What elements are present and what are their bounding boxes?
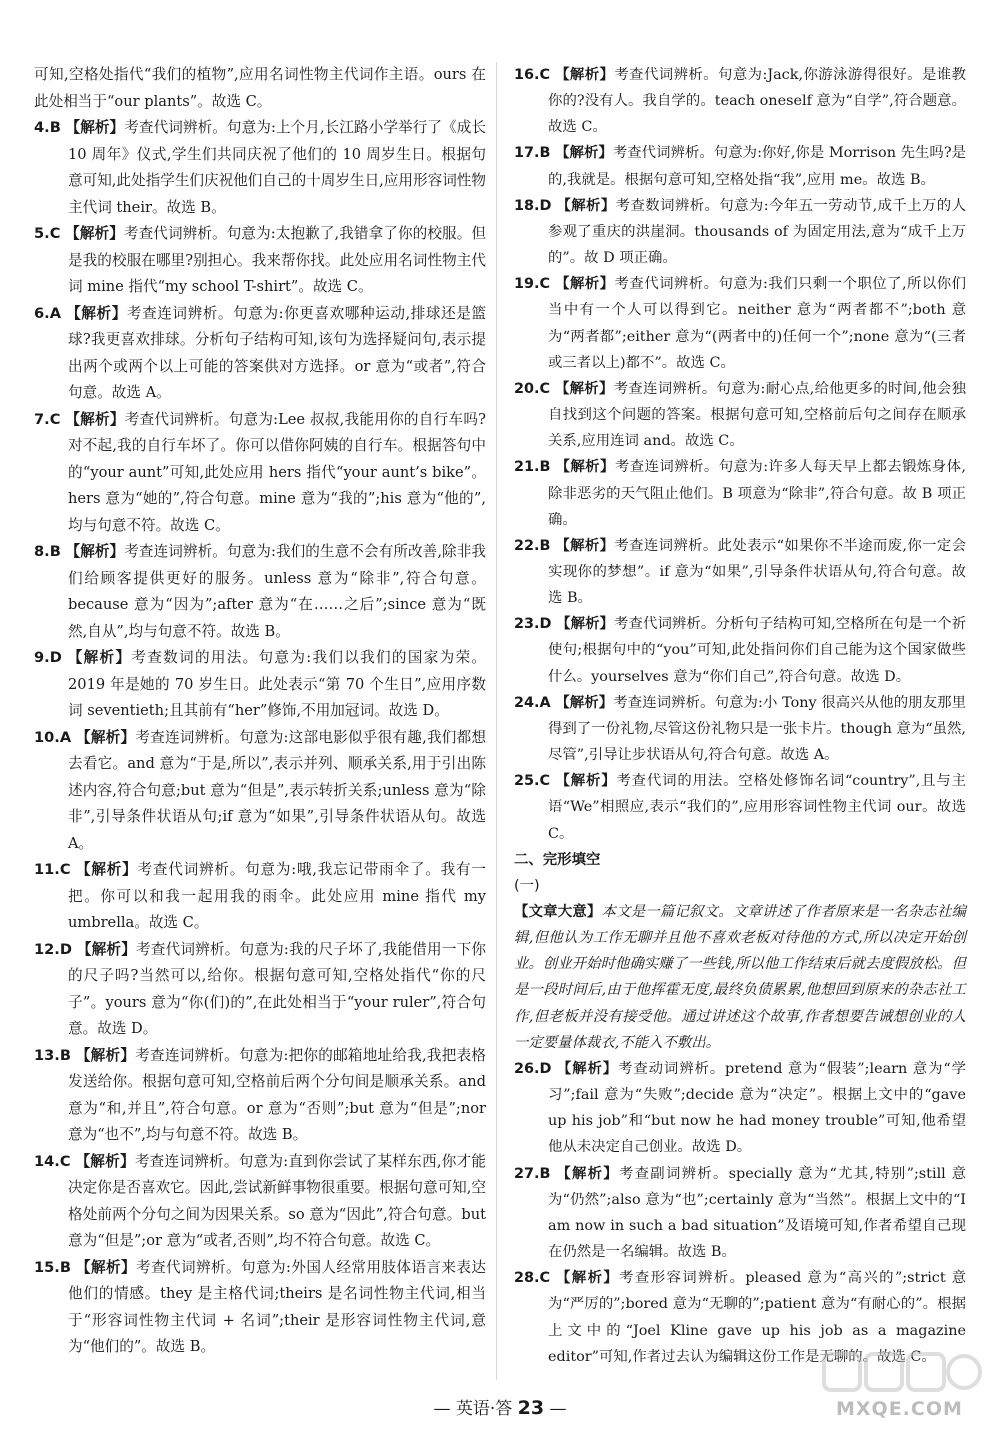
analysis-tag: 【解析】 — [556, 196, 616, 214]
watermark-text: MXQE.COM — [836, 1398, 963, 1420]
continued-paragraph: 可知,空格处指代“我们的植物”,应用名词性物主代词作主语。ours 在此处相当于“our plants”。故选 C。 — [34, 66, 486, 110]
analysis-text: 考查代词辨析。句意为:你好,你是 Morrison 先生吗?是的,我就是。根据句意可知,空格处指“我”,应用 me。故选 B。 — [548, 145, 966, 188]
answer-item — [34, 539, 486, 645]
analysis-text: 考查连词辨析。句意为:我们的生意不会有所改善,除非我们给顾客提供更好的服务。unless 意为“除非”,符合句意。because 意为“因为”;after 意为“在……之后”;since 意为“既然,自从”,均与句意不符。故选 B。 — [68, 543, 486, 640]
answer-number: 18.D — [514, 197, 552, 214]
analysis-text: 考查代词辨析。句意为:Jack,你游泳游得很好。是谁教你的?没有人。我自学的。teach oneself 意为“自学”,符合题意。故选 C。 — [548, 67, 966, 136]
analysis-tag: 【解析】 — [554, 379, 614, 397]
analysis-text: 考查代词辨析。句意为:外国人经常用肢体语言来表达他们的情感。they 是主格代词;theirs 是名词性物主代词,相当于“形容词性物主代词 + 名词”;their 是形容词性物主代词,意为“他们的”。故选 B。 — [68, 1258, 486, 1355]
analysis-text: 考查连词辨析。句意为:耐心点,给他更多的时间,他会独自找到这个问题的答案。根据句意可知,空格前后句之间存在顺承关系,应用连词 and。故选 C。 — [548, 380, 967, 450]
analysis-text: 考查代词辨析。句意为:Lee 叔叔,我能用你的自行车吗?对不起,我的自行车坏了。你可以借你阿姨的自行车。根据答句中的“your aunt”可知,此处应用 hers 指代“your aunt’s bike”。hers 意为“她的”,符合句意。mine 意为“我的”;his 意为“他的”,均与句意不符。故选 C。 — [68, 410, 486, 534]
summary-tag: 【文章大意】 — [514, 903, 602, 920]
analysis-tag: 【解析】 — [65, 119, 125, 136]
analysis-tag: 【解析】 — [555, 275, 615, 293]
column-divider — [496, 62, 497, 1380]
analysis-tag: 【解析】 — [65, 410, 125, 428]
answer-item — [514, 533, 966, 611]
answer-item — [34, 1043, 486, 1149]
answer-item — [34, 937, 486, 1043]
answer-item — [34, 1255, 486, 1361]
footer-subject: 英语 — [455, 1399, 490, 1419]
answer-number: 24.A — [514, 694, 551, 711]
answer-number: 23.D — [514, 616, 552, 633]
footer-dash-right: — — [549, 1399, 567, 1419]
answer-number: 13.B — [34, 1046, 71, 1064]
answer-item — [514, 193, 966, 271]
answer-item — [514, 376, 966, 454]
answer-number: 17.B — [514, 145, 551, 162]
answer-number: 28.C — [514, 1270, 551, 1287]
analysis-text: 考查代词辨析。句意为:太抱歉了,我错拿了你的校服。但是我的校服在哪里?别担心。我来帮你找。此处应用名词性物主代词 mine 指代“my school T-shirt”。故选 C。 — [68, 225, 486, 295]
analysis-tag: 【解析】 — [65, 225, 124, 242]
analysis-tag: 【解析】 — [555, 458, 615, 476]
analysis-tag: 【解析】 — [76, 728, 136, 746]
answer-item — [34, 301, 486, 407]
analysis-text: 考查动词辨析。pretend 意为“假装”;learn 意为“学习”;fail 意为“失败”;decide 意为“决定”。根据上文中的“gave up his job”和“but now he had money trouble”可知,他希望他从未决定自己创业。故选 D。 — [548, 1060, 966, 1156]
answer-item — [514, 62, 966, 140]
answer-number: 20.C — [514, 380, 551, 397]
analysis-text: 考查数词的用法。句意为:我们以我们的国家为荣。2019 年是她的 70 岁生日。此处表示“第 70 个生日”,应用序数词 seventieth;且其前有“her”修饰,不用加冠词。故选 D。 — [68, 649, 486, 719]
answer-item — [34, 221, 486, 301]
analysis-tag: 【解析】 — [76, 1258, 137, 1276]
analysis-tag: 【解析】 — [75, 1152, 135, 1170]
answer-number: 4.B — [34, 119, 61, 136]
section-heading: 二、完形填空 — [514, 851, 601, 868]
answer-item — [34, 407, 486, 540]
answer-item — [514, 1161, 966, 1266]
article-summary — [514, 899, 966, 1056]
answer-item — [514, 1056, 966, 1161]
answer-item — [514, 140, 966, 192]
footer-answer: 答 — [495, 1399, 513, 1419]
analysis-tag: 【解析】 — [555, 693, 614, 711]
analysis-tag: 【解析】 — [555, 536, 615, 554]
answer-number: 12.D — [34, 940, 72, 958]
answer-number: 19.C — [514, 276, 551, 293]
analysis-text: 考查代词辨析。句意为:哦,我忘记带雨伞了。我有一把。你可以和我一起用我的雨伞。此处应用 mine 指代 my umbrella。故选 C。 — [68, 861, 486, 931]
analysis-text: 考查代词辨析。句意为:我们只剩一个职位了,所以你们当中有一个人可以得到它。neither 意为“两者都不”;both 意为“两者都”;either 意为“(两者中的)任何一个”;none 意为“(三者或三者以上)都不”。故选 C。 — [548, 276, 966, 371]
analysis-text: 考查代词的用法。空格处修饰名词“country”,且与主语“We”相照应,表示“我们的”,应用形容词性物主代词 our。故选 C。 — [548, 773, 966, 842]
answer-number: 11.C — [34, 861, 71, 878]
answer-item — [514, 768, 966, 846]
page-number: 23 — [517, 1397, 545, 1419]
analysis-text: 考查形容词辨析。pleased 意为“高兴的”;strict 意为“严厉的”;bored 意为“无聊的”;patient 意为“有耐心的”。根据上文中的“Joel Kline gave up his job as a magazine editor”可知,作者过去认为编辑这份工作是无聊的。故选 C。 — [548, 1270, 966, 1365]
answer-item — [34, 725, 486, 858]
left-column — [34, 62, 486, 1361]
right-column — [514, 62, 966, 1370]
analysis-tag: 【解析】 — [67, 649, 132, 666]
analysis-tag: 【解析】 — [556, 615, 615, 633]
analysis-tag: 【解析】 — [556, 1269, 620, 1287]
answer-number: 15.B — [34, 1258, 71, 1276]
answer-number: 26.D — [514, 1060, 552, 1077]
analysis-text: 考查数词辨析。句意为:今年五一劳动节,成千上万的人参观了重庆的洪崖洞。thousands of 为固定用法,意为“成千上万的”。故 D 项正确。 — [548, 197, 966, 267]
answer-number: 22.B — [514, 537, 551, 554]
analysis-text: 考查连词辨析。句意为:直到你尝试了某样东西,你才能决定你是否喜欢它。因此,尝试新鲜事物很重要。根据句意可知,空格处前两个分句之间为因果关系。so 意为“因此”,符合句意。but 意为“但是”;or 意为“或者,否则”,均不符合句意。故选 C。 — [68, 1152, 486, 1249]
answer-item — [514, 454, 966, 532]
answer-number: 8.B — [34, 543, 61, 560]
answer-number: 5.C — [34, 225, 61, 242]
analysis-text: 考查连词辨析。句意为:把你的邮箱地址给我,我把表格发送给你。根据句意可知,空格前后两个分句间是顺承关系。and 意为“和,并且”,符合句意。or 意为“否则”;but 意为“但是”;nor 意为“也不”,均与句意不符。故选 B。 — [68, 1046, 486, 1143]
analysis-text: 考查连词辨析。此处表示“如果你不半途而废,你一定会实现你的梦想”。if 意为“如果”,引导条件状语从句,符合句意。故选 B。 — [548, 537, 966, 607]
analysis-tag: 【解析】 — [556, 1164, 619, 1182]
analysis-tag: 【解析】 — [76, 861, 138, 878]
analysis-tag: 【解析】 — [76, 940, 136, 958]
answer-number: 14.C — [34, 1152, 71, 1170]
answer-number: 21.B — [514, 459, 551, 476]
answer-number: 6.A — [34, 304, 61, 322]
analysis-text: 考查连词辨析。句意为:小 Tony 很高兴从他的朋友那里得到了一份礼物,尽管这份礼物只是一张卡片。though 意为“虽然,尽管”,引导让步状语从句,符合句意。故选 A。 — [548, 694, 966, 764]
answer-item — [514, 271, 966, 376]
answer-item — [34, 645, 486, 725]
answer-number: 25.C — [514, 773, 551, 790]
analysis-tag: 【解析】 — [555, 772, 617, 790]
answer-number: 10.A — [34, 728, 72, 746]
answer-item — [514, 690, 966, 768]
subsection-label: (一) — [514, 877, 540, 894]
analysis-tag: 【解析】 — [556, 1059, 619, 1077]
answer-number: 9.D — [34, 649, 62, 666]
analysis-tag: 【解析】 — [66, 304, 127, 322]
answer-item — [34, 115, 486, 221]
answer-item — [34, 1149, 486, 1255]
answer-number: 7.C — [34, 410, 61, 428]
answer-number: 16.C — [514, 67, 551, 83]
analysis-tag: 【解析】 — [555, 66, 615, 83]
footer-dot: · — [489, 1399, 496, 1419]
analysis-tag: 【解析】 — [555, 144, 613, 162]
summary-text: 本文是一篇记叙文。文章讲述了作者原来是一名杂志社编辑,但他认为工作无聊并且他不喜欢老板对待他的方式,所以决定开始创业。创业开始时他确实赚了一些钱,所以他工作结束后就去度假放松。但是一段时间后,由于他挥霍无度,最终负债累累,他想回到原来的杂志社工作,但老板并没有接受他。通过讲述这个故事,作者想要告诫想创业的人一定要量体裁衣,不能入不敷出。 — [514, 904, 966, 1051]
answer-item — [514, 611, 966, 689]
analysis-tag: 【解析】 — [75, 1046, 136, 1064]
answer-number: 27.B — [514, 1165, 551, 1182]
analysis-text: 考查代词辨析。句意为:我的尺子坏了,我能借用一下你的尺子吗?当然可以,给你。根据句意可知,空格处指代“你的尺子”。yours 意为“你(们)的”,在此处相当于“your ruler”,符合句意。故选 D。 — [68, 940, 486, 1037]
analysis-text: 考查连词辨析。句意为:这部电影似乎很有趣,我们都想去看它。and 意为“于是,所以”,表示并列、顺承关系,用于引出陈述内容,符合句意;but 意为“但是”,表示转折关系;unless 意为“除非”,引导条件状语从句;if 意为“如果”,引导条件状语从句。故选 A。 — [68, 728, 486, 852]
analysis-text: 考查代词辨析。分析句子结构可知,空格所在句是一个祈使句;根据句中的“you”可知,此处指问你们自己能为这个国家做些什么。yourselves 意为“你们自己”,符合句意。故选 D。 — [548, 616, 966, 685]
analysis-text: 考查连词辨析。句意为:许多人每天早上都去锻炼身体,除非恶劣的天气阻止他们。B 项意为“除非”,符合句意。故 B 项正确。 — [548, 459, 966, 528]
analysis-text: 考查副词辨析。specially 意为“尤其,特别”;still 意为“仍然”;also 意为“也”;certainly 意为“当然”。根据上文中的“I am now in such a bad situation”及语境可知,作者希望自己现在仍然是一名编辑。故选 B。 — [548, 1165, 967, 1261]
answer-item — [34, 857, 486, 937]
analysis-text: 考查代词辨析。句意为:上个月,长江路小学举行了《成长 10 周年》仪式,学生们共同庆祝了他们的 10 周岁生日。根据句意可知,此处指学生们庆祝他们自己的十周岁生日,应用形容词性物主代词 their。故选 B。 — [68, 119, 486, 216]
analysis-text: 考查连词辨析。句意为:你更喜欢哪种运动,排球还是篮球?我更喜欢排球。分析句子结构可知,该句为选择疑问句,表示提出两个或两个以上可能的答案供对方选择。or 意为“或者”,符合句意。故选 A。 — [68, 304, 486, 401]
analysis-tag: 【解析】 — [65, 543, 125, 560]
footer-dash-left: — — [433, 1399, 451, 1419]
